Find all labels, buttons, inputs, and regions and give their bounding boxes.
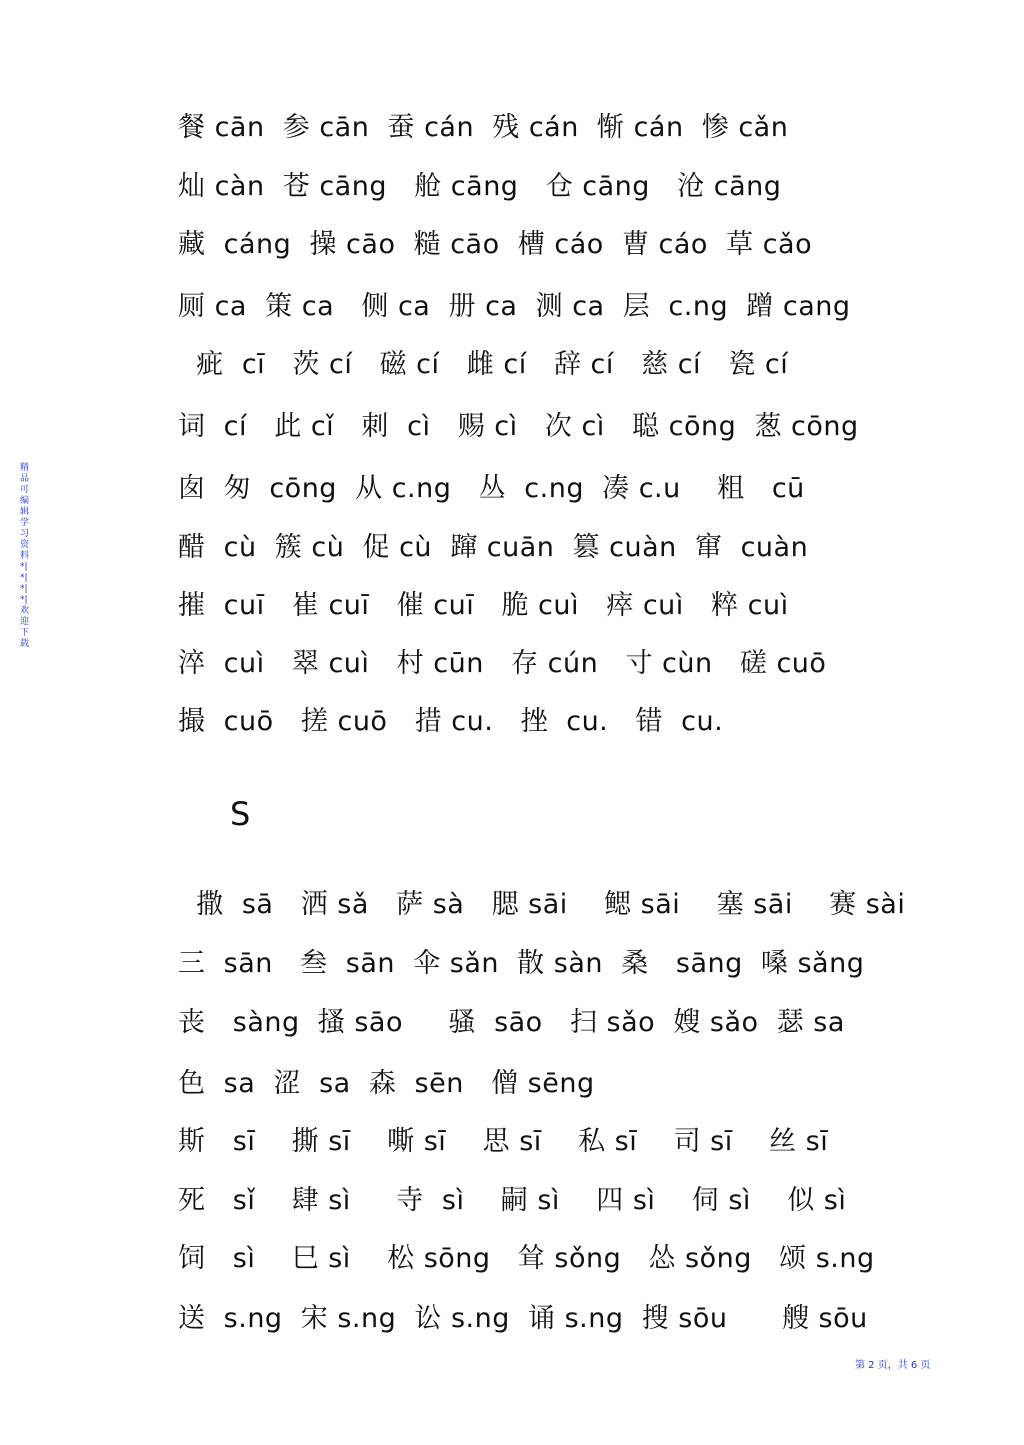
pinyin-line: 色 sa 涩 sa 森 sēn 僧 sēng	[178, 1068, 595, 1099]
pinyin-line: 藏 cáng 操 cāo 糙 cāo 槽 cáo 曹 cáo 草 cǎo	[178, 229, 813, 260]
section-heading: S	[230, 795, 251, 833]
pinyin-line: 词 cí 此 cǐ 刺 cì 赐 cì 次 cì 聪 cōng 葱 cōng	[178, 411, 859, 442]
pinyin-line: 丧 sàng 搔 sāo 骚 sāo 扫 sǎo 嫂 sǎo 瑟 sa	[178, 1007, 845, 1038]
pinyin-line: 餐 cān 参 cān 蚕 cán 残 cán 惭 cán 惨 cǎn	[178, 112, 789, 143]
pinyin-line: 三 sān 叁 sān 伞 sǎn 散 sàn 桑 sāng 嗓 sǎng	[178, 948, 865, 979]
pinyin-line: 灿 càn 苍 cāng 舱 cāng 仓 cāng 沧 cāng	[178, 171, 782, 202]
page-number-footer: 第 2 页，共 6 页	[855, 1360, 931, 1371]
pinyin-line: 淬 cuì 翠 cuì 村 cūn 存 cún 寸 cùn 磋 cuō	[178, 648, 827, 679]
side-watermark-note: 精品可编辑学习资料 *|*|*|*|欢迎下载	[20, 463, 30, 649]
pinyin-line: 醋 cù 簇 cù 促 cù 蹿 cuān 篡 cuàn 窜 cuàn	[178, 532, 809, 563]
pinyin-line: 死 sǐ 肆 sì 寺 sì 嗣 sì 四 sì 伺 sì 似 sì	[178, 1185, 847, 1216]
pinyin-line: 疵 cī 茨 cí 磁 cí 雌 cí 辞 cí 慈 cí 瓷 cí	[178, 349, 789, 380]
pinyin-line: 摧 cuī 崔 cuī 催 cuī 脆 cuì 瘁 cuì 粹 cuì	[178, 590, 789, 621]
pinyin-line: 送 s.ng 宋 s.ng 讼 s.ng 诵 s.ng 搜 sōu 艘 sōu	[178, 1303, 868, 1334]
pinyin-line: 厕 ca 策 ca 侧 ca 册 ca 测 ca 层 c.ng 蹭 cang	[178, 291, 851, 322]
pinyin-line: 囱 匆 cōng 从 c.ng 丛 c.ng 凑 c.u 粗 cū	[178, 473, 805, 504]
pinyin-line: 饲 sì 巳 sì 松 sōng 耸 sǒng 怂 sǒng 颂 s.ng	[178, 1243, 875, 1274]
pinyin-line: 斯 sī 撕 sī 嘶 sī 思 sī 私 sī 司 sī 丝 sī	[178, 1126, 829, 1157]
pinyin-line: 撒 sā 洒 sǎ 萨 sà 腮 sāi 鳃 sāi 塞 sāi 赛 sài	[178, 889, 906, 920]
pinyin-line: 撮 cuō 搓 cuō 措 cu. 挫 cu. 错 cu.	[178, 706, 724, 737]
